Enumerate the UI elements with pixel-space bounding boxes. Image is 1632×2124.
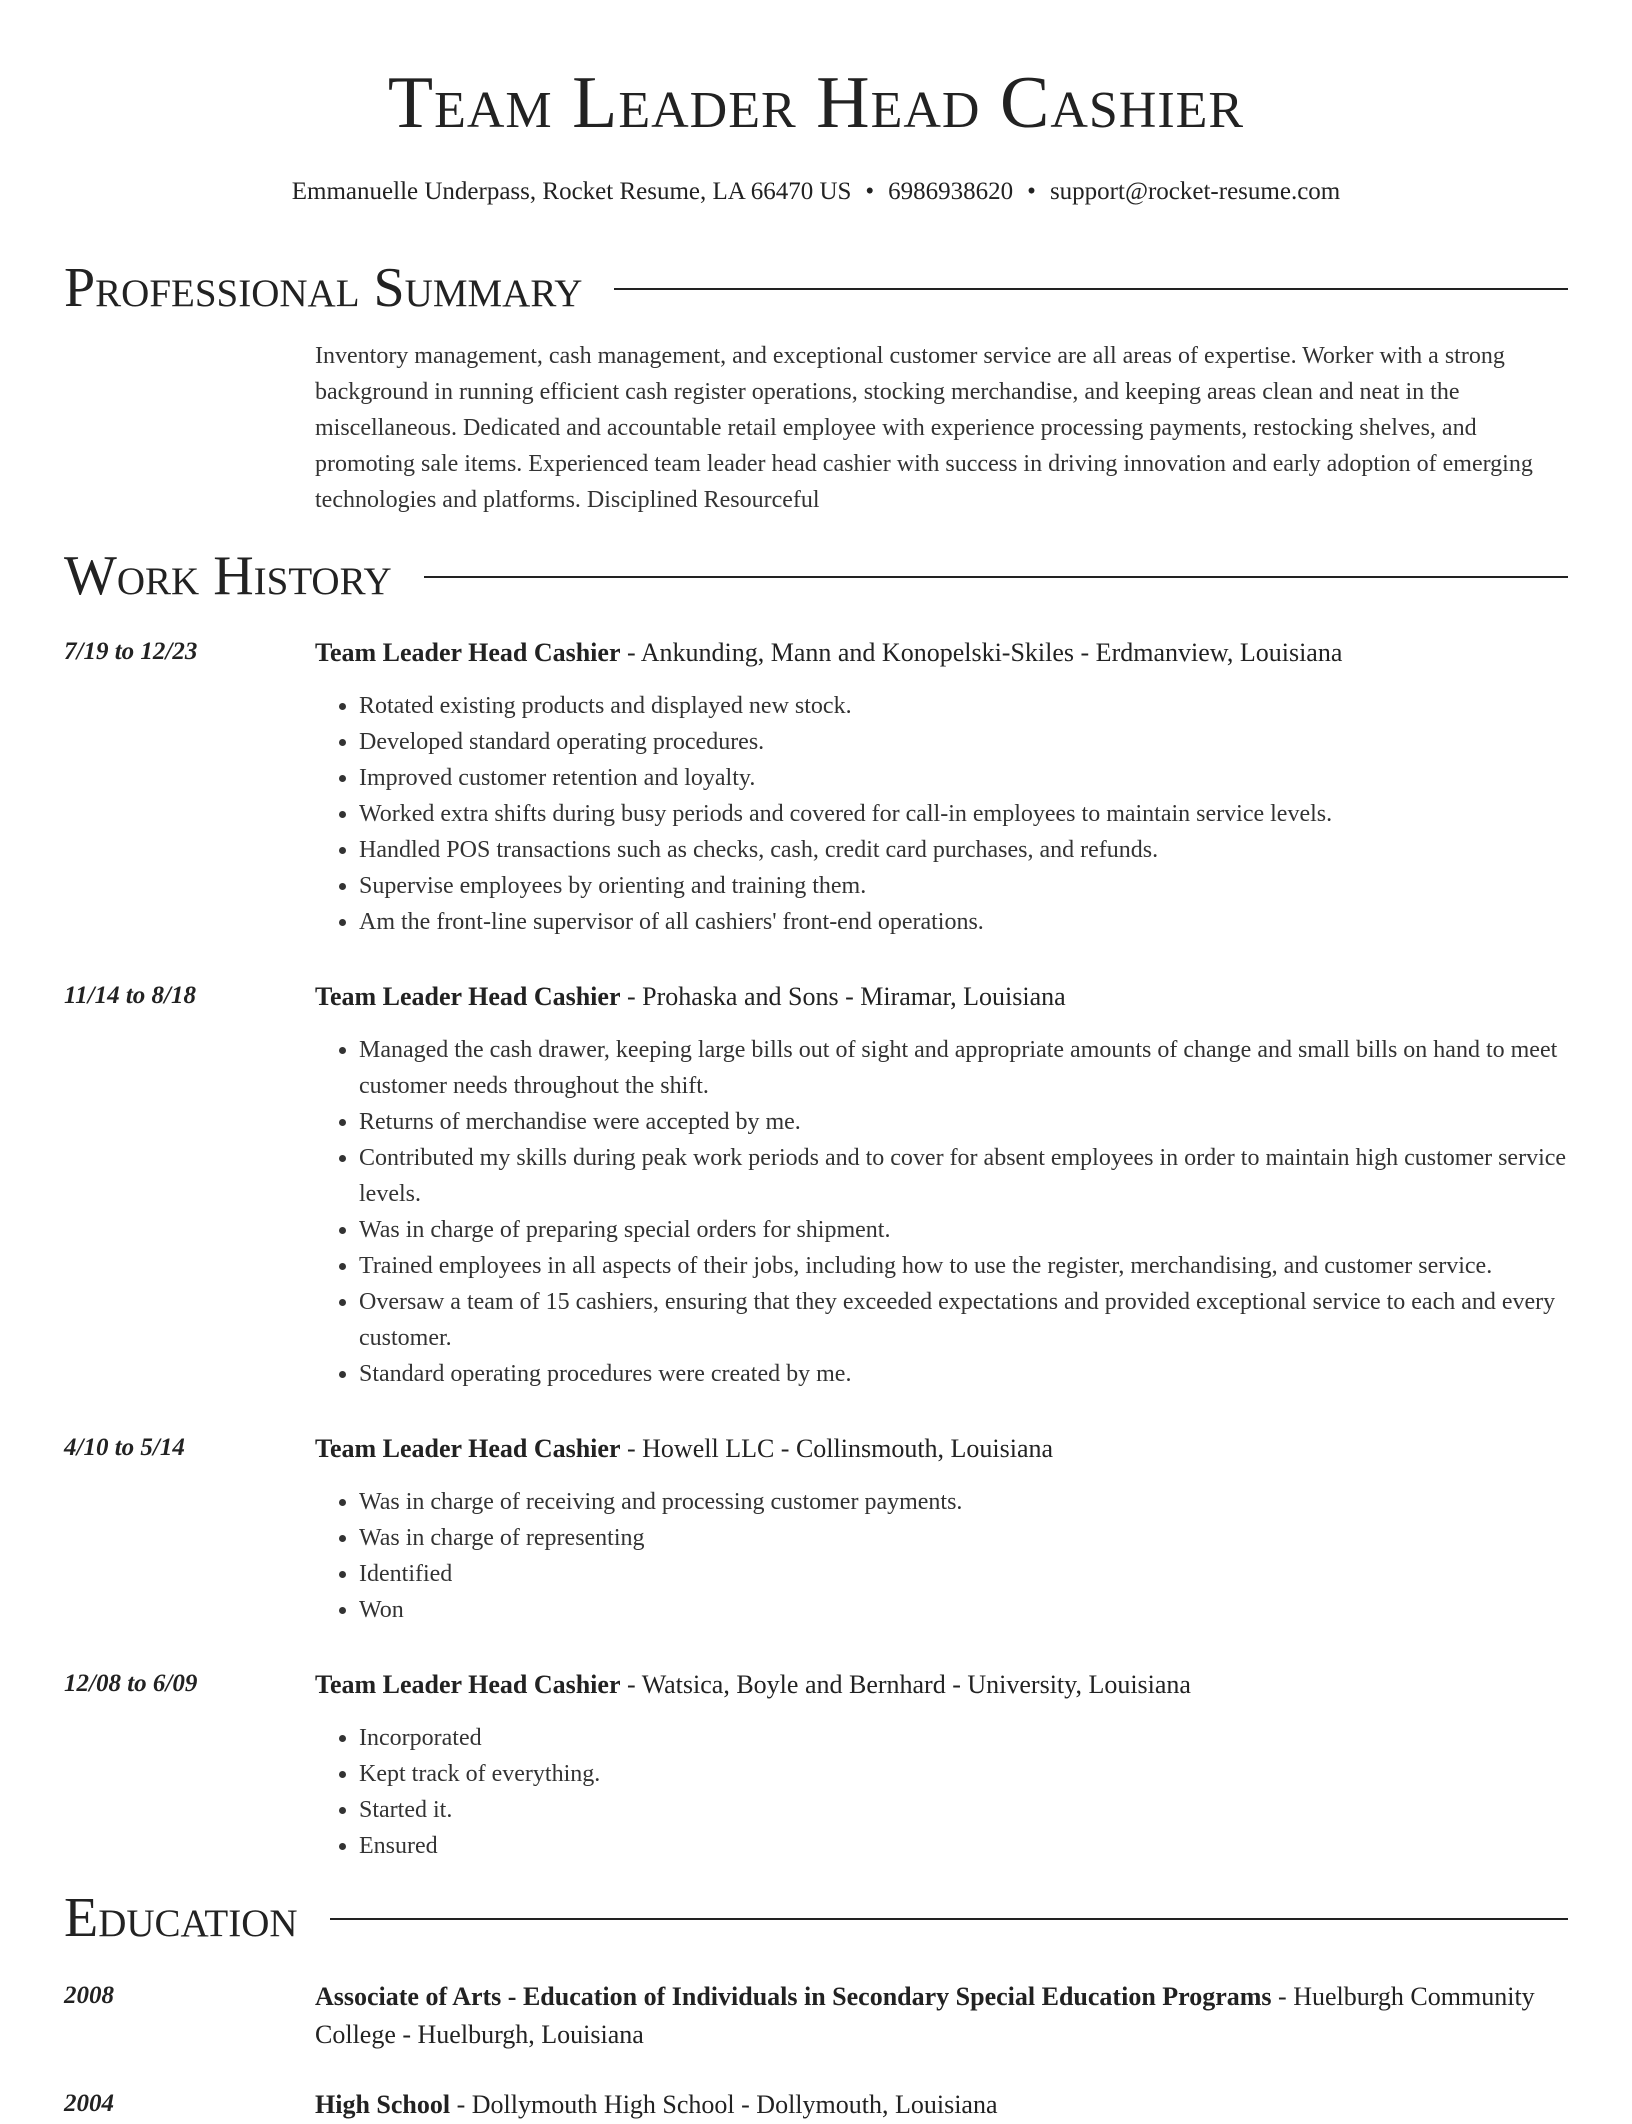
job-bullet: • Rotated existing products and displayed new stock. <box>359 688 1568 724</box>
job-employer-location: - Prohaska and Sons - Miramar, Louisiana <box>620 982 1066 1011</box>
job-bullet: • Handled POS transactions such as checks, cash, credit card purchases, and refunds. <box>359 832 1568 868</box>
candidate-name: Team Leader Head Cashier <box>387 62 1245 144</box>
contact-line <box>64 176 1568 208</box>
section-divider <box>614 288 1568 290</box>
job-entry <box>64 978 1568 1392</box>
job-employer-location: - Ankunding, Mann and Konopelski-Skiles - Erdmanview, Louisiana <box>620 638 1343 667</box>
job-entry <box>64 1666 1568 1864</box>
education-year: 2004 <box>64 2090 114 2117</box>
job-body <box>315 634 1568 940</box>
education-section-header <box>64 1886 1568 1950</box>
education-year: 2008 <box>64 1982 114 2009</box>
job-bullet: • Standard operating procedures were created by me. <box>359 1356 1568 1392</box>
job-dates: 7/19 to 12/23 <box>64 638 198 665</box>
education-school: - Dollymouth High School - Dollymouth, Louisiana <box>450 2090 998 2119</box>
job-bullet-list <box>315 688 1568 940</box>
job-bullet: • Trained employees in all aspects of their jobs, including how to use the register, merchandising, and customer service. <box>359 1248 1568 1284</box>
job-body <box>315 1666 1568 1864</box>
job-bullet: • Ensured <box>359 1828 1568 1864</box>
job-dates: 11/14 to 8/18 <box>64 982 196 1009</box>
contact-email: support@rocket-resume.com <box>1049 178 1341 205</box>
education-heading: Education <box>64 1887 298 1949</box>
job-bullet-list <box>315 1484 1568 1628</box>
work-heading: Work History <box>64 545 392 607</box>
education-degree: High School <box>315 2090 451 2119</box>
contact-separator: • <box>1027 178 1036 205</box>
job-heading <box>315 1430 1568 1468</box>
job-bullet: • Identified <box>359 1556 1568 1592</box>
job-dates: 12/08 to 6/09 <box>64 1670 198 1697</box>
education-entry <box>64 1978 1568 2054</box>
job-bullet: • Oversaw a team of 15 cashiers, ensuring that they exceeded expectations and provided exceptional service to each and every customer. <box>359 1284 1568 1356</box>
contact-separator: • <box>865 178 875 205</box>
job-title: Team Leader Head Cashier <box>315 638 621 667</box>
work-section-header <box>64 544 1568 608</box>
job-heading <box>315 634 1568 672</box>
education-list <box>64 1978 1568 2124</box>
job-bullet: • Worked extra shifts during busy periods and covered for call-in employees to maintain service levels. <box>359 796 1568 832</box>
work-history-list <box>64 634 1568 1864</box>
job-bullet: • Developed standard operating procedures. <box>359 724 1568 760</box>
job-bullet: • Managed the cash drawer, keeping large bills out of sight and appropriate amounts of change and small bills on hand to meet customer needs throughout the shift. <box>359 1032 1568 1104</box>
summary-heading: Professional Summary <box>64 257 583 319</box>
section-divider <box>424 576 1568 578</box>
job-entry <box>64 1430 1568 1628</box>
job-bullet: • Supervise employees by orienting and training them. <box>359 868 1568 904</box>
summary-section-header <box>64 256 1568 320</box>
summary-text: Inventory management, cash management, and exceptional customer service are all areas of expertise. Worker with a strong background in running efficient cash register operations, stocking merchandise, and keeping areas clean and neat in the miscellaneous. Dedicated and accountable retail employee with experience processing payments, restocking shelves, and promoting sale items. Experienced team leader head cashier with success in driving innovation and early adoption of emerging technologies and platforms. Disciplined Resourceful <box>315 343 1533 513</box>
job-title: Team Leader Head Cashier <box>315 1670 621 1699</box>
job-entry <box>64 634 1568 940</box>
contact-address: Emmanuelle Underpass, Rocket Resume, LA 66470 US <box>291 178 852 205</box>
education-degree: Associate of Arts - Education of Individuals in Secondary Special Education Programs <box>315 1982 1272 2011</box>
job-dates: 4/10 to 5/14 <box>64 1434 185 1461</box>
education-body <box>315 2086 1568 2124</box>
job-bullet: • Won <box>359 1592 1568 1628</box>
job-bullet: • Was in charge of preparing special orders for shipment. <box>359 1212 1568 1248</box>
job-title: Team Leader Head Cashier <box>315 982 621 1011</box>
job-bullet: • Improved customer retention and loyalty. <box>359 760 1568 796</box>
contact-phone: 6986938620 <box>888 178 1014 205</box>
education-school: - Huelburgh Community College - Huelburgh, Louisiana <box>315 1982 1535 2049</box>
job-bullet-list <box>315 1720 1568 1864</box>
education-entry <box>64 2086 1568 2124</box>
job-heading <box>315 978 1568 1016</box>
job-employer-location: - Watsica, Boyle and Bernhard - University, Louisiana <box>620 1670 1191 1699</box>
section-divider <box>330 1918 1568 1920</box>
job-bullet: • Returns of merchandise were accepted by me. <box>359 1104 1568 1140</box>
job-bullet-list <box>315 1032 1568 1392</box>
education-body <box>315 1978 1568 2054</box>
job-bullet: • Contributed my skills during peak work periods and to cover for absent employees in order to maintain high customer service levels. <box>359 1140 1568 1212</box>
job-bullet: • Was in charge of representing <box>359 1520 1568 1556</box>
job-bullet: • Incorporated <box>359 1720 1568 1756</box>
job-employer-location: - Howell LLC - Collinsmouth, Louisiana <box>620 1434 1054 1463</box>
job-bullet: • Started it. <box>359 1792 1568 1828</box>
job-bullet: • Kept track of everything. <box>359 1756 1568 1792</box>
job-bullet: • Am the front-line supervisor of all cashiers' front-end operations. <box>359 904 1568 940</box>
job-body <box>315 978 1568 1392</box>
job-heading <box>315 1666 1568 1704</box>
job-bullet: • Was in charge of receiving and processing customer payments. <box>359 1484 1568 1520</box>
job-title: Team Leader Head Cashier <box>315 1434 621 1463</box>
job-body <box>315 1430 1568 1628</box>
